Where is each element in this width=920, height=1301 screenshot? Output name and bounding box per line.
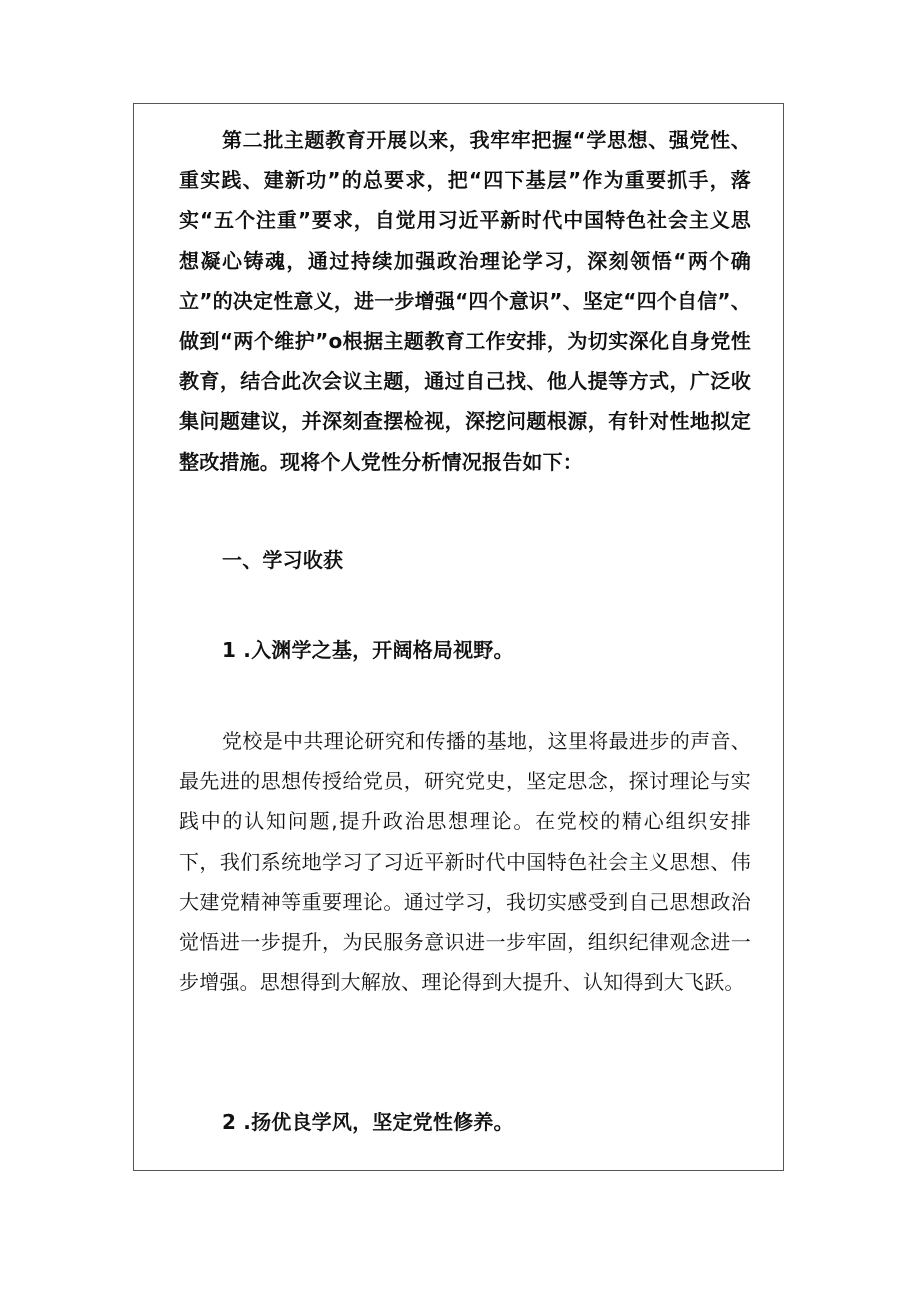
subsection-heading-1: 1 .入渊学之基，开阔格局视野。 <box>222 638 514 662</box>
subsection-heading-2: 2 .扬优良学风，坚定党性修养。 <box>222 1110 514 1134</box>
intro-paragraph: 第二批主题教育开展以来，我牢牢把握“学思想、强党性、重实践、建新功”的总要求，把“四下基层”作为重要抓手，落实“五个注重”要求，自觉用习近平新时代中国特色社会主义思想凝心铸魂，通过持续加强政治理论学习，深刻领悟“两个确立”的决定性意义，进一步增强“四个意识”、坚定“四个自信”、做到“两个维护”o根据主题教育工作安排，为切实深化自身党性教育，结合此次会议主题，通过自己找、他人提等方式，广泛收集问题建议，并深刻查摆检视，深挖问题根源，有针对性地拟定整改措施。现将个人党性分析情况报告如下： <box>179 128 751 474</box>
document-page-frame <box>133 103 784 1171</box>
subsection-1-body-paragraph: 党校是中共理论研究和传播的基地，这里将最进步的声音、最先进的思想传授给党员，研究党史，坚定思念，探讨理论与实践中的认知问题,提升政治思想理论。在党校的精心组织安排下，我们系统地学习了习近平新时代中国特色社会主义思想、伟大建党精神等重要理论。通过学习，我切实感受到自己思想政治觉悟进一步提升，为民服务意识进一步牢固，组织纪律观念进一步增强。思想得到大解放、理论得到大提升、认知得到大飞跃。 <box>179 729 751 995</box>
section-heading-learning-gains: 一、学习收获 <box>222 548 344 572</box>
